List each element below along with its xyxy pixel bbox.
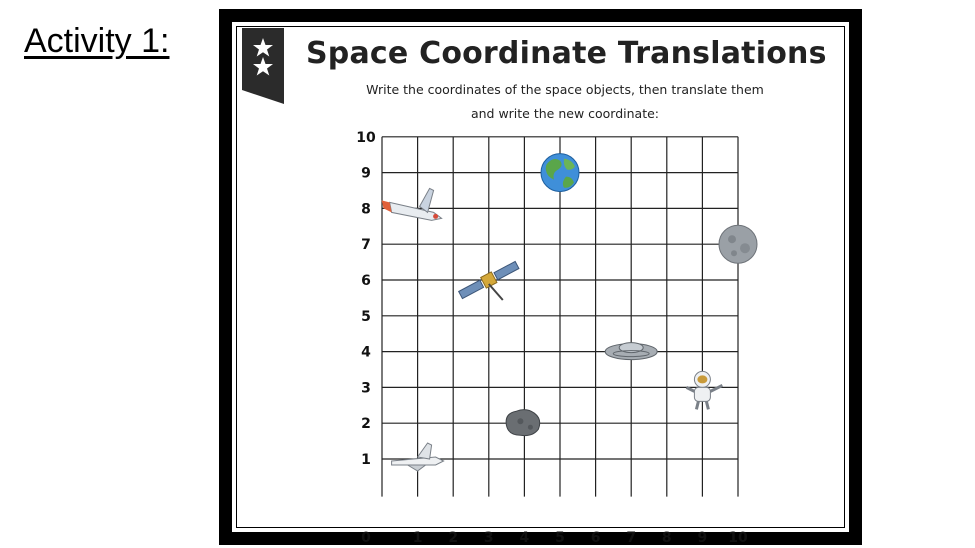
x-tick-label: 5 — [555, 529, 565, 546]
x-tick-label: 9 — [697, 529, 708, 546]
y-tick-label: 9 — [361, 165, 371, 182]
y-tick-label: 5 — [361, 308, 371, 325]
x-tick-label: 6 — [590, 529, 601, 546]
y-tick-label: 3 — [361, 380, 371, 397]
x-tick-label: 8 — [661, 529, 672, 546]
asteroid-icon — [506, 410, 540, 436]
x-tick-label: 10 — [728, 529, 748, 546]
y-tick-label: 2 — [361, 416, 371, 433]
moon-icon — [719, 225, 757, 263]
ufo-icon — [605, 343, 657, 360]
x-tick-label: 4 — [519, 529, 530, 546]
x-tick-label: 2 — [448, 529, 459, 546]
slide-title: Activity 1: — [24, 22, 170, 60]
instruction-line-2: and write the new coordinate: — [470, 106, 660, 121]
stars-ribbon — [242, 28, 284, 104]
y-tick-label: 1 — [361, 452, 371, 468]
y-tick-label: 4 — [361, 344, 371, 361]
y-tick-label: 7 — [361, 237, 371, 254]
worksheet-title: Space Coordinate Translations — [306, 36, 827, 71]
y-tick-label: 6 — [361, 273, 371, 289]
coordinate-grid — [340, 125, 760, 546]
y-tick-label: 8 — [361, 201, 371, 218]
rocket-icon — [382, 188, 442, 220]
y-tick-label: 10 — [356, 129, 376, 146]
earth-icon — [541, 154, 579, 192]
x-tick-label: 3 — [483, 529, 494, 546]
x-tick-label: 7 — [626, 529, 637, 546]
astronaut-icon — [686, 371, 722, 409]
instruction-line-1: Write the coordinates of the space objects, then translate them — [366, 82, 764, 97]
x-tick-label: 0 — [361, 529, 371, 546]
x-tick-label: 1 — [412, 529, 423, 546]
